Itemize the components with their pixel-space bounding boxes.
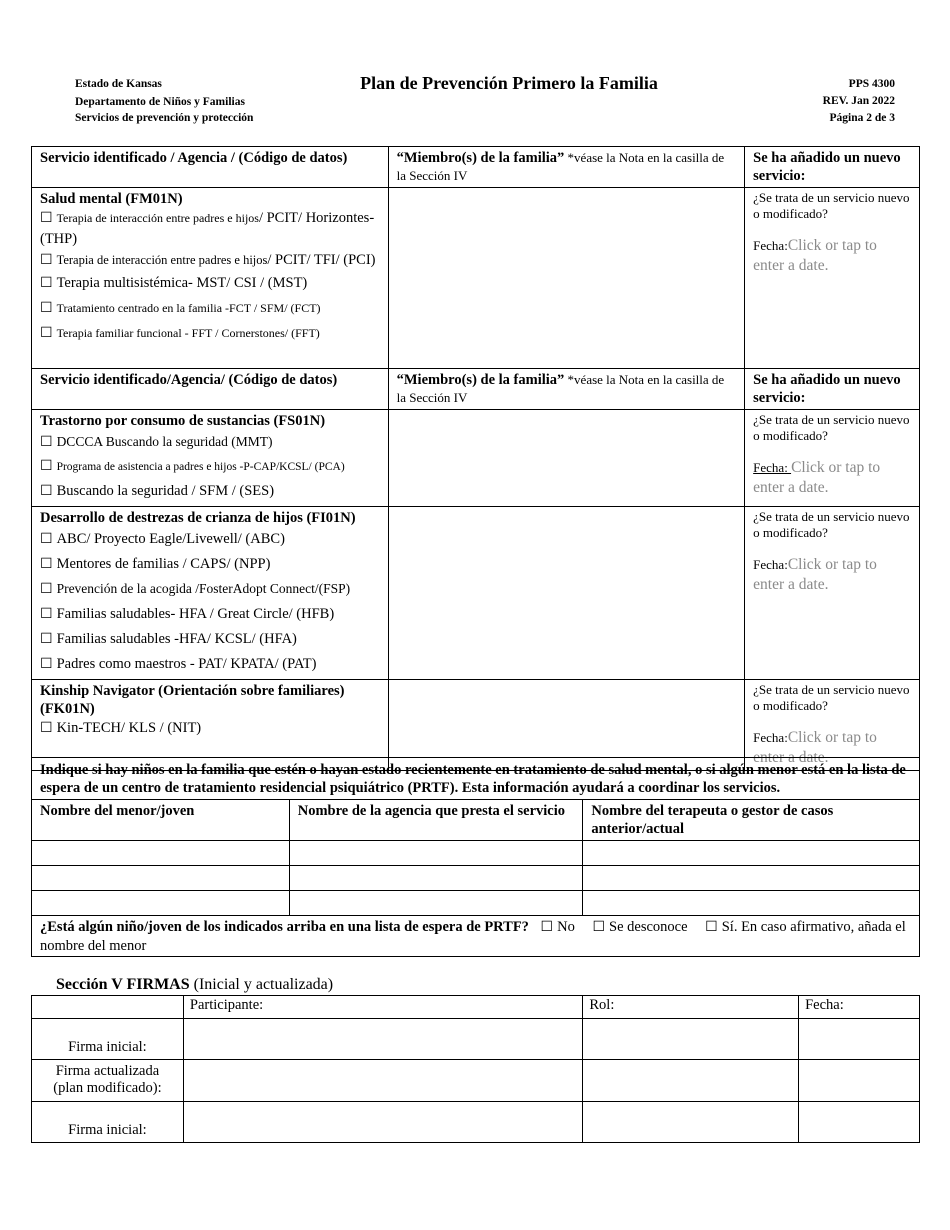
option-no[interactable]: ☐ No bbox=[540, 919, 575, 935]
signature-row-initial bbox=[32, 1019, 920, 1060]
date-input[interactable] bbox=[799, 1019, 920, 1060]
participant-input[interactable] bbox=[183, 1060, 582, 1102]
participant-input[interactable] bbox=[183, 1019, 582, 1060]
role-input[interactable] bbox=[583, 1102, 799, 1143]
therapist-name-input[interactable] bbox=[583, 891, 920, 916]
date-placeholder: Click or tap to enter a date. bbox=[753, 556, 877, 593]
mental-health-row bbox=[32, 188, 920, 369]
option-pcit-pci[interactable]: ☐ Terapia de interacción entre padres e hijos/ PCIT/ TFI/ (PCI) bbox=[40, 252, 376, 268]
mental-health-title: Salud mental (FM01N) bbox=[40, 191, 183, 207]
updated-signature-label: Firma actualizada (plan modificado): bbox=[32, 1060, 184, 1102]
checkbox-icon: ☐ bbox=[40, 276, 53, 291]
checkbox-icon: ☐ bbox=[40, 557, 53, 572]
mental-health-services bbox=[32, 188, 389, 369]
option-abc[interactable]: ☐ ABC/ Proyecto Eagle/Livewell/ (ABC) bbox=[40, 531, 285, 547]
new-or-modified-question: ¿Se trata de un servicio nuevo o modificado? bbox=[753, 190, 910, 221]
option-yes[interactable]: ☐ Sí. En caso afirmativo, añada el nombre del menor bbox=[40, 919, 906, 954]
date-placeholder: Click or tap to enter a date. bbox=[753, 729, 877, 766]
child-name-input[interactable] bbox=[32, 841, 290, 866]
table-row bbox=[32, 866, 920, 891]
checkbox-icon: ☐ bbox=[40, 721, 53, 736]
option-pca[interactable]: ☐ Programa de asistencia a padres e hijos -P-CAP/KCSL/ (PCA) bbox=[40, 459, 345, 474]
role-input[interactable] bbox=[583, 1019, 799, 1060]
option-fft[interactable]: ☐ Terapia familiar funcional - FFT / Cornerstones/ (FFT) bbox=[40, 326, 320, 341]
checkbox-icon: ☐ bbox=[40, 632, 53, 647]
option-unknown[interactable]: ☐ Se desconoce bbox=[592, 919, 688, 935]
checkbox-icon: ☐ bbox=[40, 253, 53, 268]
new-or-modified-question: ¿Se trata de un servicio nuevo o modificado? bbox=[753, 509, 910, 540]
participant-header: Participante: bbox=[183, 996, 582, 1019]
checkbox-icon: ☐ bbox=[40, 582, 53, 597]
kinship-title: Kinship Navigator (Orientación sobre familiares) (FK01N) bbox=[40, 683, 345, 717]
option-ses[interactable]: ☐ Buscando la seguridad / SFM / (SES) bbox=[40, 483, 275, 499]
child-name-input[interactable] bbox=[32, 891, 290, 916]
date-header: Fecha: bbox=[799, 996, 920, 1019]
option-npp[interactable]: ☐ Mentores de familias / CAPS/ (NPP) bbox=[40, 556, 271, 572]
checkbox-icon: ☐ bbox=[40, 301, 53, 316]
new-or-modified-question: ¿Se trata de un servicio nuevo o modificado? bbox=[753, 412, 910, 443]
substance-title: Trastorno por consumo de sustancias (FS01N) bbox=[40, 413, 326, 429]
state-name: Estado de Kansas bbox=[75, 78, 162, 90]
date-field[interactable]: Fecha:Click or tap to enter a date. bbox=[753, 237, 877, 274]
checkbox-icon: ☐ bbox=[40, 484, 53, 499]
option-pcit-thp[interactable]: ☐ Terapia de interacción entre padres e hijos/ PCIT/ Horizontes- (THP) bbox=[40, 210, 375, 247]
new-or-modified-question: ¿Se trata de un servicio nuevo o modificado? bbox=[753, 682, 910, 713]
parenting-status-cell bbox=[745, 507, 920, 680]
checkbox-icon: ☐ bbox=[40, 657, 53, 672]
participant-input[interactable] bbox=[183, 1102, 582, 1143]
blank-header-cell bbox=[32, 996, 184, 1019]
signatures-header-row bbox=[32, 996, 920, 1019]
checkbox-icon: ☐ bbox=[540, 920, 554, 935]
therapist-name-input[interactable] bbox=[583, 866, 920, 891]
services-header-row bbox=[32, 147, 920, 188]
mh-header-row bbox=[32, 800, 920, 841]
services-header-row-2 bbox=[32, 369, 920, 410]
date-field[interactable]: Fecha:Click or tap to enter a date. bbox=[753, 729, 877, 766]
option-hfa[interactable]: ☐ Familias saludables -HFA/ KCSL/ (HFA) bbox=[40, 631, 297, 647]
mental-health-intro: Indique si hay niños en la familia que estén o hayan estado recientemente en tratamiento de salud mental, o si algún menor está en la lista de espera de un centro de tratamiento residencial psiquiátrico (PRTF). Esta información ayudará a coordinar los servicios. bbox=[32, 758, 920, 800]
agency-name-input[interactable] bbox=[289, 866, 583, 891]
therapist-name-header: Nombre del terapeuta o gestor de casos anterior/actual bbox=[583, 800, 920, 841]
signature-row-updated bbox=[32, 1060, 920, 1102]
option-hfb[interactable]: ☐ Familias saludables- HFA / Great Circle/ (HFB) bbox=[40, 606, 335, 622]
checkbox-icon: ☐ bbox=[705, 920, 718, 935]
checkbox-icon: ☐ bbox=[40, 211, 53, 226]
date-field[interactable]: Fecha: Click or tap to enter a date. bbox=[753, 459, 881, 496]
table-row bbox=[32, 891, 920, 916]
checkbox-icon: ☐ bbox=[592, 920, 606, 935]
service-column-header: Servicio identificado/Agencia/ (Código de datos) bbox=[32, 369, 389, 410]
checkbox-icon: ☐ bbox=[40, 532, 53, 547]
page-title: Plan de Prevención Primero la Familia bbox=[360, 73, 658, 93]
services-table bbox=[31, 146, 920, 771]
mental-health-status-cell bbox=[745, 188, 920, 369]
form-info bbox=[823, 76, 895, 127]
date-placeholder: Click or tap to enter a date. bbox=[753, 459, 881, 496]
date-input[interactable] bbox=[799, 1060, 920, 1102]
substance-services bbox=[32, 410, 389, 507]
new-service-column-header: Se ha añadido un nuevo servicio: bbox=[745, 369, 920, 410]
date-field[interactable]: Fecha:Click or tap to enter a date. bbox=[753, 556, 877, 593]
division-name: Servicios de prevención y protección bbox=[75, 112, 254, 124]
agency-name-input[interactable] bbox=[289, 891, 583, 916]
signature-row-initial-2 bbox=[32, 1102, 920, 1143]
prtf-waitlist-question: ¿Está algún niño/joven de los indicados arriba en una lista de espera de PRTF? bbox=[40, 919, 529, 935]
agency-name-input[interactable] bbox=[289, 841, 583, 866]
family-member-column-header: “Miembro(s) de la familia” *véase la Nota en la casilla de la Sección IV bbox=[388, 147, 745, 188]
option-fsp[interactable]: ☐ Prevención de la acogida /FosterAdopt Connect/(FSP) bbox=[40, 581, 351, 597]
child-name-input[interactable] bbox=[32, 866, 290, 891]
parenting-title: Desarrollo de destrezas de crianza de hijos (FI01N) bbox=[40, 510, 356, 526]
checkbox-icon: ☐ bbox=[40, 459, 53, 474]
date-placeholder: Click or tap to enter a date. bbox=[753, 237, 877, 274]
checkbox-icon: ☐ bbox=[40, 326, 53, 341]
service-column-header: Servicio identificado / Agencia / (Código de datos) bbox=[32, 147, 389, 188]
signatures-table bbox=[31, 995, 920, 1143]
initial-signature-label: Firma inicial: bbox=[32, 1102, 184, 1143]
option-nit[interactable]: ☐ Kin-TECH/ KLS / (NIT) bbox=[40, 720, 202, 736]
parenting-row bbox=[32, 507, 920, 680]
option-mmt[interactable]: ☐ DCCCA Buscando la seguridad (MMT) bbox=[40, 434, 273, 450]
mental-health-children-table bbox=[31, 757, 920, 957]
initial-signature-label: Firma inicial: bbox=[32, 1019, 184, 1060]
substance-status-cell bbox=[745, 410, 920, 507]
new-service-column-header: Se ha añadido un nuevo servicio: bbox=[745, 147, 920, 188]
role-input[interactable] bbox=[583, 1060, 799, 1102]
signatures-section-title: Sección V FIRMAS (Inicial y actualizada) bbox=[56, 976, 334, 993]
department-name: Departamento de Niños y Familias bbox=[75, 96, 245, 108]
family-member-column-header: “Miembro(s) de la familia” *véase la Nota en la casilla de la Sección IV bbox=[388, 369, 745, 410]
form-number: PPS 4300 bbox=[848, 78, 895, 90]
checkbox-icon: ☐ bbox=[40, 435, 53, 450]
agency-name-header: Nombre de la agencia que presta el servicio bbox=[289, 800, 583, 841]
child-name-header: Nombre del menor/joven bbox=[32, 800, 290, 841]
table-row bbox=[32, 841, 920, 866]
therapist-name-input[interactable] bbox=[583, 841, 920, 866]
page-number: Página 2 de 3 bbox=[829, 112, 895, 124]
date-input[interactable] bbox=[799, 1102, 920, 1143]
option-pat[interactable]: ☐ Padres como maestros - PAT/ KPATA/ (PAT) bbox=[40, 656, 317, 672]
parenting-members-cell[interactable] bbox=[388, 507, 745, 680]
substance-members-cell[interactable] bbox=[388, 410, 745, 507]
option-fct[interactable]: ☐ Tratamiento centrado en la familia -FCT / SFM/ (FCT) bbox=[40, 301, 321, 316]
option-mst[interactable]: ☐ Terapia multisistémica- MST/ CSI / (MST) bbox=[40, 275, 308, 291]
form-revision: REV. Jan 2022 bbox=[822, 95, 895, 107]
prtf-waitlist-row bbox=[32, 916, 920, 957]
parenting-services bbox=[32, 507, 389, 680]
substance-row bbox=[32, 410, 920, 507]
checkbox-icon: ☐ bbox=[40, 607, 53, 622]
mental-health-members-cell[interactable] bbox=[388, 188, 745, 369]
role-header: Rol: bbox=[583, 996, 799, 1019]
